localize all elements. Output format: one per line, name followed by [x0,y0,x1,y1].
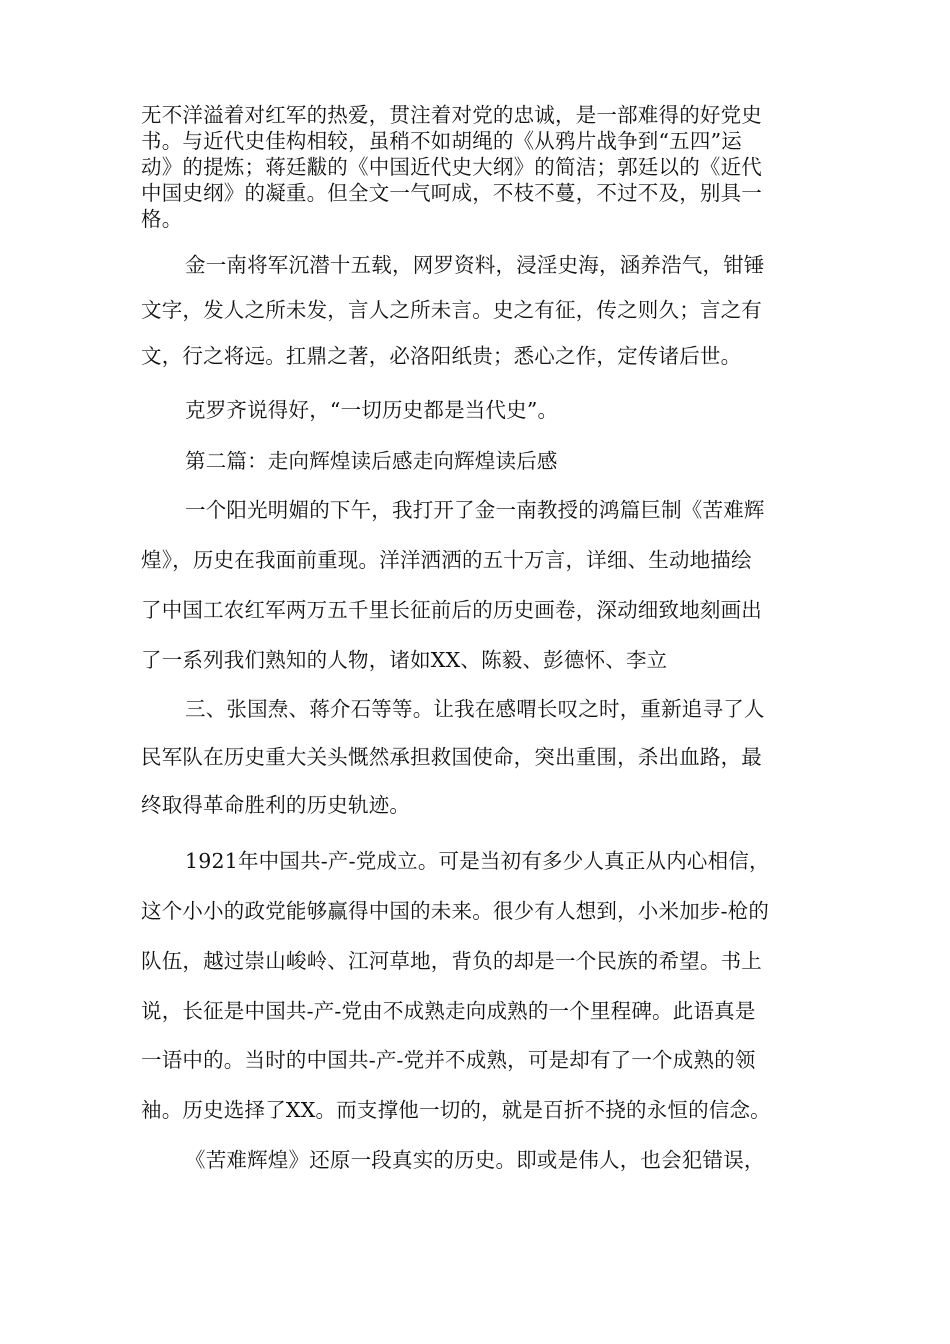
text-line: 一语中的。当时的中国共-产-党并不成熟，可是却有了一个成熟的领 [141,1048,756,1072]
text-line: 了一系列我们熟知的人物，诸如XX、陈毅、彭德怀、李立 [141,648,668,672]
text-line: 袖。历史选择了XX。而支撑他一切的，就是百折不挠的永恒的信念。 [141,1098,771,1122]
text-line: 克罗齐说得好，“一切历史都是当代史”。 [185,398,559,422]
text-line: 中国史纲》的凝重。但全文一气呵成，不枝不蔓，不过不及，别具一 [141,181,762,205]
text-line: 说，长征是中国共-产-党由不成熟走向成熟的一个里程碑。此语真是 [141,999,756,1023]
text-line: 终取得革命胜利的历史轨迹。 [141,793,411,817]
text-line: 无不洋溢着对红军的热爱，贯注着对党的忠诚，是一部难得的好党史 [141,103,762,127]
text-line: 三、张国焘、蒋介石等等。让我在感喟长叹之时，重新追寻了人 [185,697,765,721]
section-heading: 第二篇：走向辉煌读后感走向辉煌读后感 [185,449,558,473]
text-line: 书。与近代史佳构相较，虽稍不如胡绳的《从鸦片战争到“五四”运 [141,129,742,153]
text-line: 1921年中国共-产-党成立。可是当初有多少人真正从内心相信， [185,849,770,873]
text-line: 文字，发人之所未发，言人之所未言。史之有征，传之则久；言之有 [141,298,762,322]
text-line: 动》的提炼；蒋廷黻的《中国近代史大纲》的简洁；郭廷以的《近代 [141,155,762,179]
text-line: 金一南将军沉潜十五载，网罗资料，浸淫史海，涵养浩气，钳锤 [185,253,765,277]
text-line: 《苦难辉煌》还原一段真实的历史。即或是伟人，也会犯错误， [185,1148,765,1172]
text-line: 这个小小的政党能够赢得中国的未来。很少有人想到，小米加步-枪的 [141,899,770,923]
text-line: 格。 [141,207,183,231]
text-line: 队伍，越过崇山峻岭、江河草地，背负的却是一个民族的希望。书上 [141,949,762,973]
text-line: 民军队在历史重大关头慨然承担救国使命，突出重围，杀出血路，最 [141,745,762,769]
text-line: 煌》，历史在我面前重现。洋洋洒洒的五十万言，详细、生动地描绘 [141,548,752,572]
text-line: 文，行之将远。扛鼎之著，必洛阳纸贵；悉心之作，定传诸后世。 [141,344,742,368]
text-line: 一个阳光明媚的下午，我打开了金一南教授的鸿篇巨制《苦难辉 [185,498,765,522]
text-line: 了中国工农红军两万五千里长征前后的历史画卷，深动细致地刻画出 [141,598,762,622]
